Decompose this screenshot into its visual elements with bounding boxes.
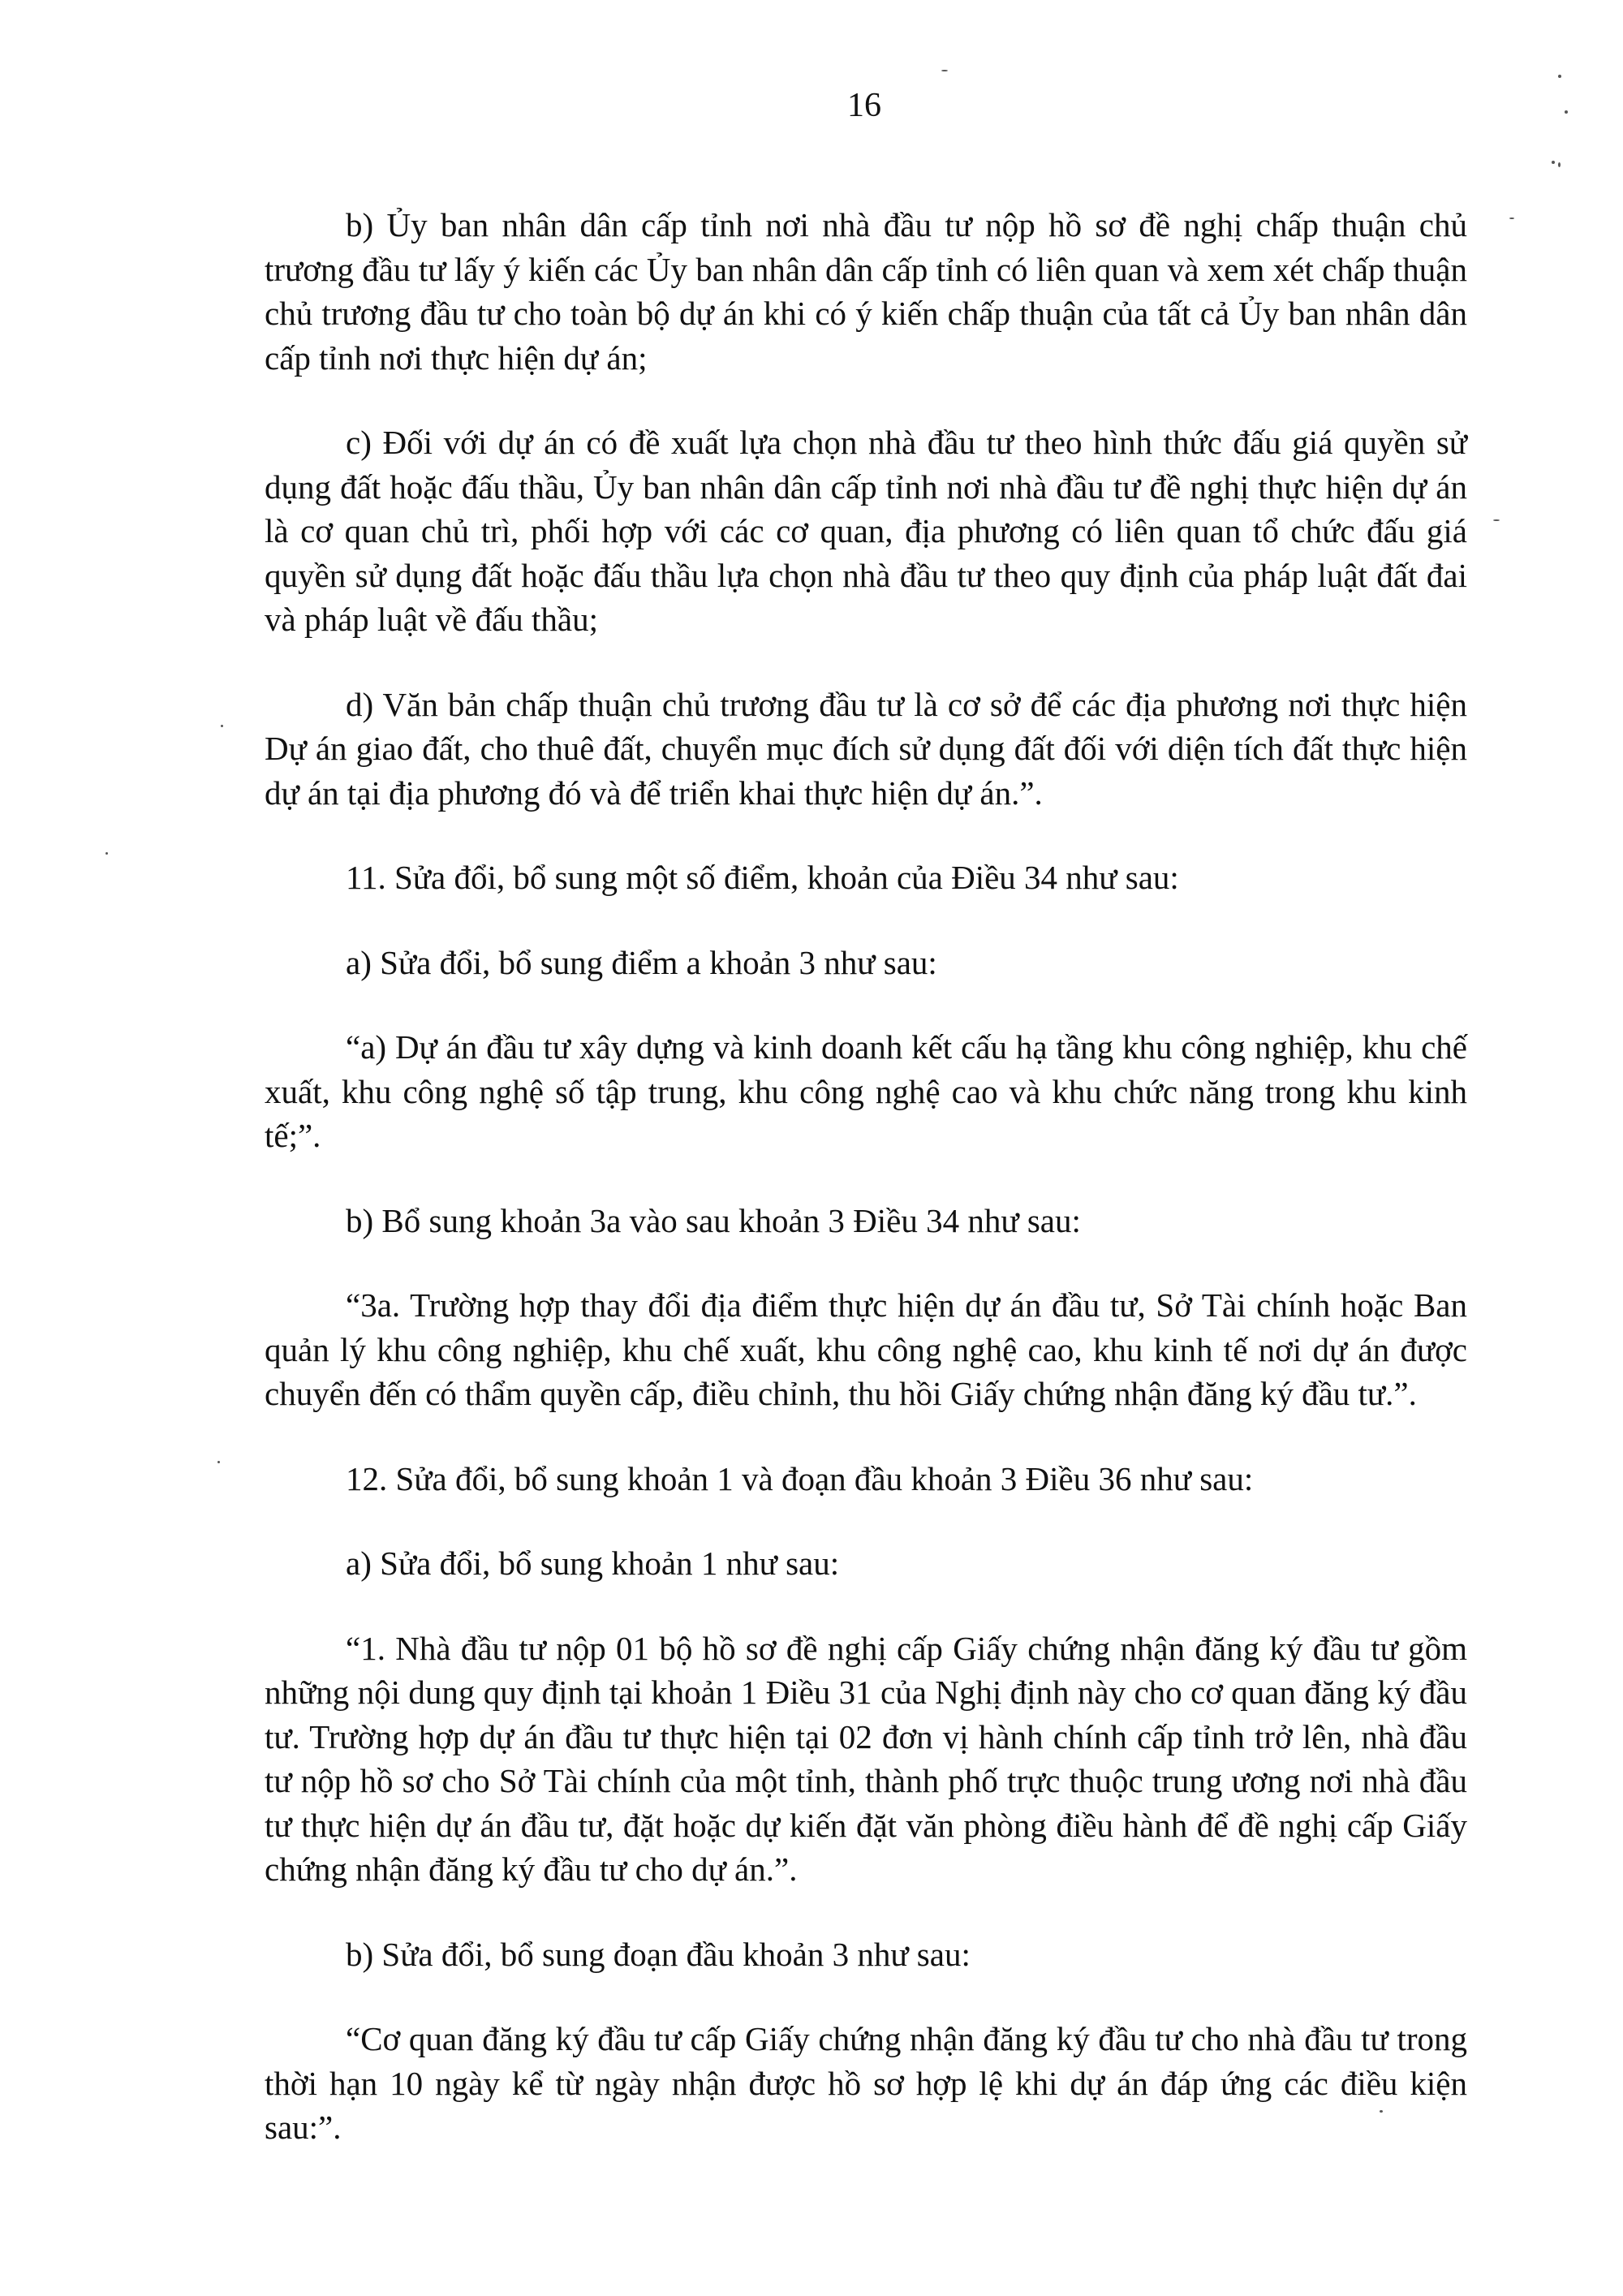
- paragraph-item-11a-quote: “a) Dự án đầu tư xây dựng và kinh doanh kết cấu hạ tầng khu công nghiệp, khu chế xuất, khu công nghệ số tập trung, khu công nghệ cao và khu chức năng trong khu kinh tế;”.: [265, 1028, 1467, 1154]
- paragraph-b-provincial-approval: b) Ủy ban nhân dân cấp tỉnh nơi nhà đầu tư nộp hồ sơ đề nghị chấp thuận chủ trương đầu tư lấy ý kiến các Ủy ban nhân dân cấp tỉnh có liên quan và xem xét chấp thuận chủ trương đầu tư cho toàn bộ dự án khi có ý kiến chấp thuận của tất cả Ủy ban nhân dân cấp tỉnh nơi thực hiện dự án;: [265, 206, 1467, 377]
- paragraph-item-11: 11. Sửa đổi, bổ sung một số điểm, khoản của Điều 34 như sau:: [346, 859, 1179, 896]
- scan-speck: [105, 852, 108, 855]
- paragraph-item-12: 12. Sửa đổi, bổ sung khoản 1 và đoạn đầu khoản 3 Điều 36 như sau:: [346, 1459, 1254, 1497]
- scan-speck: [1509, 218, 1514, 219]
- paragraph-item-12b-quote: “Cơ quan đăng ký đầu tư cấp Giấy chứng nhận đăng ký đầu tư cho nhà đầu tư trong thời hạn 10 ngày kể từ ngày nhận được hồ sơ hợp lệ khi dự án đáp ứng các điều kiện sau:”.: [265, 2020, 1467, 2146]
- paragraph-item-11b: b) Bổ sung khoản 3a vào sau khoản 3 Điều 34 như sau:: [346, 1201, 1081, 1239]
- scan-speck: [941, 70, 948, 71]
- scan-speck: [217, 1461, 220, 1463]
- scan-speck: [1552, 161, 1555, 164]
- scan-speck: [221, 725, 223, 727]
- paragraph-d-approval-document: d) Văn bản chấp thuận chủ trương đầu tư là cơ sở để các địa phương nơi thực hiện Dự án giao đất, cho thuê đất, chuyển mục đích sử dụng đất đối với diện tích đất thực hiện dự án tại địa phương đó và để triển khai thực hiện dự án.”.: [265, 685, 1467, 812]
- scan-speck: [1493, 519, 1500, 521]
- paragraph-c-investor-selection: c) Đối với dự án có đề xuất lựa chọn nhà đầu tư theo hình thức đấu giá quyền sử dụng đất hoặc đấu thầu, Ủy ban nhân dân cấp tỉnh nơi nhà đầu tư đề nghị thực hiện dự án là cơ quan chủ trì, phối hợp với các cơ quan, địa phương có liên quan tổ chức đấu giá quyền sử dụng đất hoặc đấu thầu lựa chọn nhà đầu tư theo quy định của pháp luật đất đai và pháp luật về đấu thầu;: [265, 424, 1467, 638]
- paragraph-item-12a: a) Sửa đổi, bổ sung khoản 1 như sau:: [346, 1544, 840, 1582]
- paragraph-item-11b-quote: “3a. Trường hợp thay đổi địa điểm thực hiện dự án đầu tư, Sở Tài chính hoặc Ban quản lý khu công nghiệp, khu chế xuất, khu công nghệ cao, khu kinh tế nơi dự án được chuyển đến có thẩm quyền cấp, điều chỉnh, thu hồi Giấy chứng nhận đăng ký đầu tư.”.: [265, 1286, 1467, 1412]
- paragraph-item-12a-quote: “1. Nhà đầu tư nộp 01 bộ hồ sơ đề nghị cấp Giấy chứng nhận đăng ký đầu tư gồm những nội dung quy định tại khoản 1 Điều 31 của Nghị định này cho cơ quan đăng ký đầu tư. Trường hợp dự án đầu tư thực hiện tại 02 đơn vị hành chính cấp tỉnh trở lên, nhà đầu tư nộp hồ sơ cho Sở Tài chính của một tỉnh, thành phố trực thuộc trung ương nơi nhà đầu tư thực hiện dự án đầu tư, đặt hoặc dự kiến đặt văn phòng điều hành để đề nghị cấp Giấy chứng nhận đăng ký đầu tư cho dự án.”.: [265, 1629, 1467, 1888]
- scan-speck: [1558, 75, 1561, 78]
- page-number: 16: [847, 87, 881, 124]
- document-body: [265, 203, 1467, 2190]
- paragraph-item-12b: b) Sửa đổi, bổ sung đoạn đầu khoản 3 như sau:: [346, 1935, 971, 1973]
- scan-speck: [1380, 2110, 1383, 2113]
- scan-speck: [1565, 110, 1568, 114]
- scan-speck: [1558, 162, 1561, 167]
- paragraph-item-11a: a) Sửa đổi, bổ sung điểm a khoản 3 như sau:: [346, 943, 937, 981]
